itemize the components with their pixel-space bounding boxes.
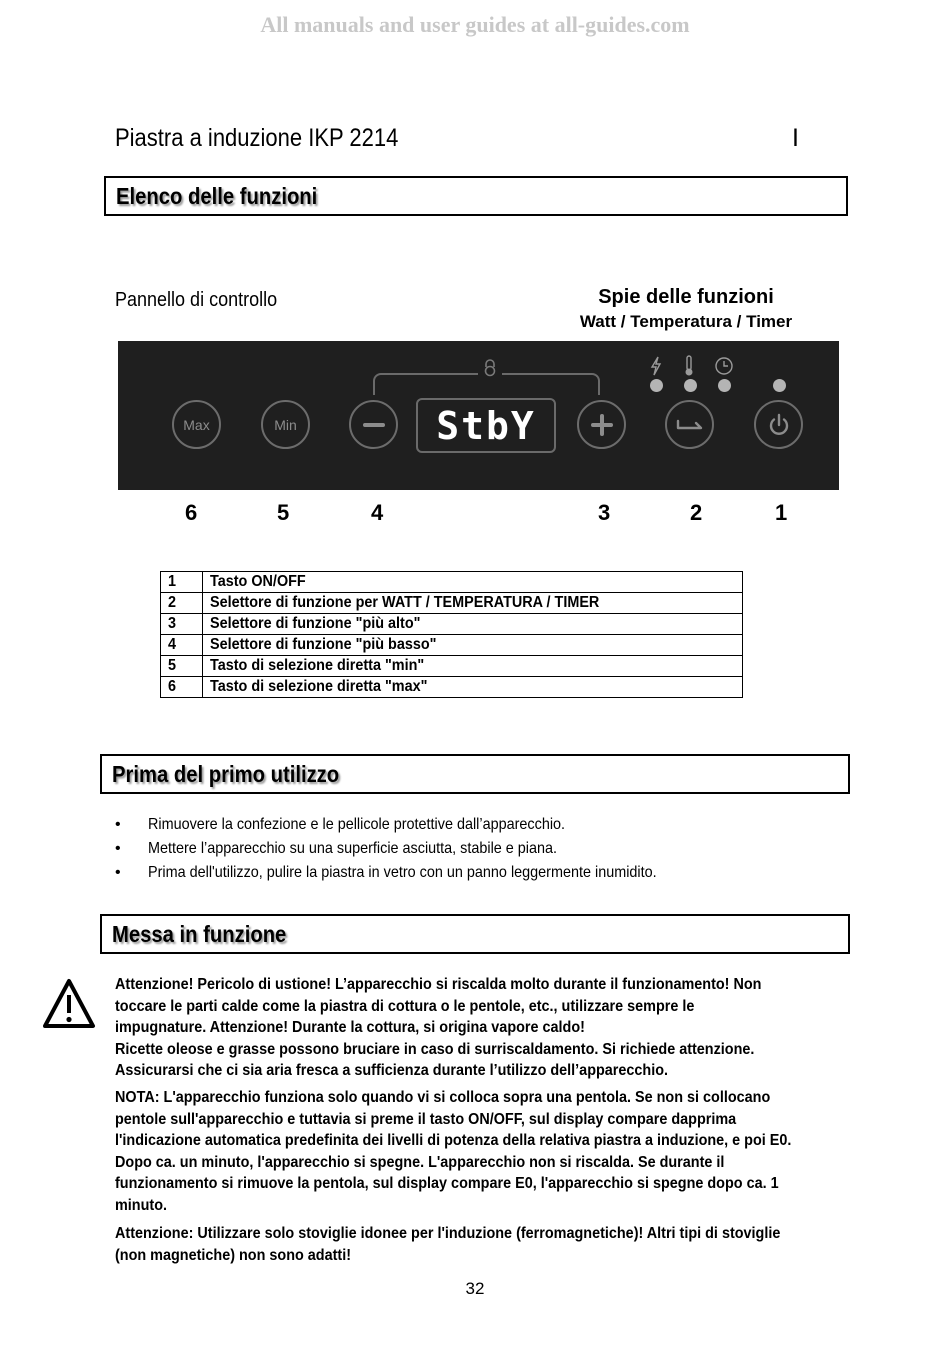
timer-icon: [714, 356, 734, 376]
warning-triangle-icon: [42, 978, 96, 1030]
section-functions: [104, 176, 848, 216]
bullet-icon: •: [115, 840, 121, 857]
row-description: Selettore di funzione per WATT / TEMPERATURA / TIMER: [203, 593, 743, 614]
row-description: Tasto di selezione diretta "max": [203, 677, 743, 698]
row-number: 3: [161, 614, 203, 635]
power-icon: [766, 412, 792, 438]
document-title: Piastra a induzione IKP 2214: [115, 124, 399, 152]
note-line: NOTA: L'apparecchio funziona solo quando vi si colloca sopra una pentola. Se non si collocano: [115, 1089, 771, 1106]
power-key: [754, 400, 803, 449]
display-text: StbY: [436, 403, 536, 448]
attention-line: Attenzione: Utilizzare solo stoviglie idonee per l'induzione (ferromagnetiche)! Altri tipi di stoviglie: [115, 1225, 781, 1242]
lock-icon: [478, 359, 502, 382]
watt-icon: [650, 356, 662, 376]
list-item: [115, 840, 855, 864]
bullet-icon: •: [115, 864, 121, 881]
row-description: Selettore di funzione "più basso": [203, 635, 743, 656]
plus-key: [577, 400, 626, 449]
table-row: [161, 572, 743, 593]
table-row: [161, 635, 743, 656]
temperature-icon: [684, 355, 694, 377]
plus-icon: [590, 413, 614, 437]
minus-key: [349, 400, 398, 449]
warning-line: toccare le parti calde come la piastra di cottura o le pentole, etc., utilizzare sempre le: [115, 997, 695, 1015]
section-first-use: [100, 754, 850, 794]
function-table: [160, 571, 743, 698]
row-number: 5: [161, 656, 203, 677]
max-key-label: Max: [183, 416, 210, 433]
min-key: [261, 400, 310, 449]
function-key: [665, 400, 714, 449]
key-number-4: 4: [371, 500, 384, 525]
minus-icon: [362, 413, 386, 437]
indicators-title: Spie delle funzioni: [598, 286, 774, 308]
row-description: Tasto di selezione diretta "min": [203, 656, 743, 677]
control-panel-label: Pannello di controllo: [115, 289, 278, 311]
key-number-2: 2: [690, 500, 703, 525]
list-item: [115, 864, 855, 888]
row-number: 1: [161, 572, 203, 593]
attention-line: (non magnetiche) non sono adatti!: [115, 1246, 351, 1264]
key-number-6: 6: [185, 500, 198, 525]
row-number: 2: [161, 593, 203, 614]
row-description: Selettore di funzione "più alto": [203, 614, 743, 635]
timer-indicator-led: [718, 379, 731, 392]
warning-paragraph: [115, 974, 875, 1082]
watt-indicator-led: [650, 379, 663, 392]
list-item: [115, 816, 855, 840]
list-item-text: Prima dell'utilizzo, pulire la piastra in vetro con un panno leggermente inumidito.: [148, 864, 657, 881]
table-row: [161, 593, 743, 614]
list-item-text: Mettere l’apparecchio su una superficie asciutta, stabile e piana.: [148, 840, 558, 857]
key-number-1: 1: [775, 500, 788, 525]
warning-line: Attenzione! Pericolo di ustione! L’apparecchio si riscalda molto durante il funzionamento! Non: [115, 976, 762, 993]
indicators-subtitle: Watt / Temperatura / Timer: [579, 312, 793, 331]
row-number: 6: [161, 677, 203, 698]
row-number: 4: [161, 635, 203, 656]
watermark: All manuals and user guides at all-guides.com: [260, 12, 690, 37]
note-paragraph: [115, 1087, 875, 1216]
section-heading: Elenco delle funzioni: [116, 183, 318, 209]
language-marker: I: [792, 124, 799, 152]
table-row: [161, 614, 743, 635]
list-item-text: Rimuovere la confezione e le pellicole protettive dall’apparecchio.: [148, 816, 566, 833]
bullet-icon: •: [115, 816, 121, 833]
note-line: minuto.: [115, 1196, 167, 1214]
section-operation: [100, 914, 850, 954]
function-arrow-icon: [675, 417, 705, 433]
row-description: Tasto ON/OFF: [203, 572, 743, 593]
min-key-label: Min: [274, 416, 297, 433]
table-row: [161, 656, 743, 677]
table-row: [161, 677, 743, 698]
note-line: Dopo ca. un minuto, l'apparecchio si spegne. L'apparecchio non si riscalda. Se durante il: [115, 1153, 725, 1171]
section-heading: Messa in funzione: [112, 921, 287, 947]
display-screen: [416, 398, 556, 453]
attention-paragraph: [115, 1223, 875, 1266]
max-key: [172, 400, 221, 449]
note-line: funzionamento si rimuove la pentola, sul display compare E0, l'apparecchio si spegne dopo ca. 1: [115, 1175, 779, 1192]
warning-line: Assicurarsi che ci sia aria fresca a sufficienza durante l’utilizzo dell’apparecchio.: [115, 1062, 669, 1079]
first-use-list: [115, 816, 855, 888]
warning-line: Ricette oleose e grasse possono bruciare in caso di surriscaldamento. Si richiede attenzione.: [115, 1040, 755, 1058]
key-number-3: 3: [598, 500, 611, 525]
warning-line: impugnature. Attenzione! Durante la cottura, si origina vapore caldo!: [115, 1019, 585, 1036]
power-indicator-led: [773, 379, 786, 392]
note-line: pentole sull'apparecchio e tuttavia si preme il tasto ON/OFF, sul display compare dapprima: [115, 1110, 737, 1128]
note-line: l'indicazione automatica predefinita dei livelli di potenza della relativa piastra a induzione, e poi E0.: [115, 1132, 792, 1149]
section-heading: Prima del primo utilizzo: [112, 761, 340, 787]
temperature-indicator-led: [684, 379, 697, 392]
page-number: 32: [465, 1279, 485, 1298]
key-number-5: 5: [277, 500, 290, 525]
control-panel-illustration: [118, 341, 839, 490]
